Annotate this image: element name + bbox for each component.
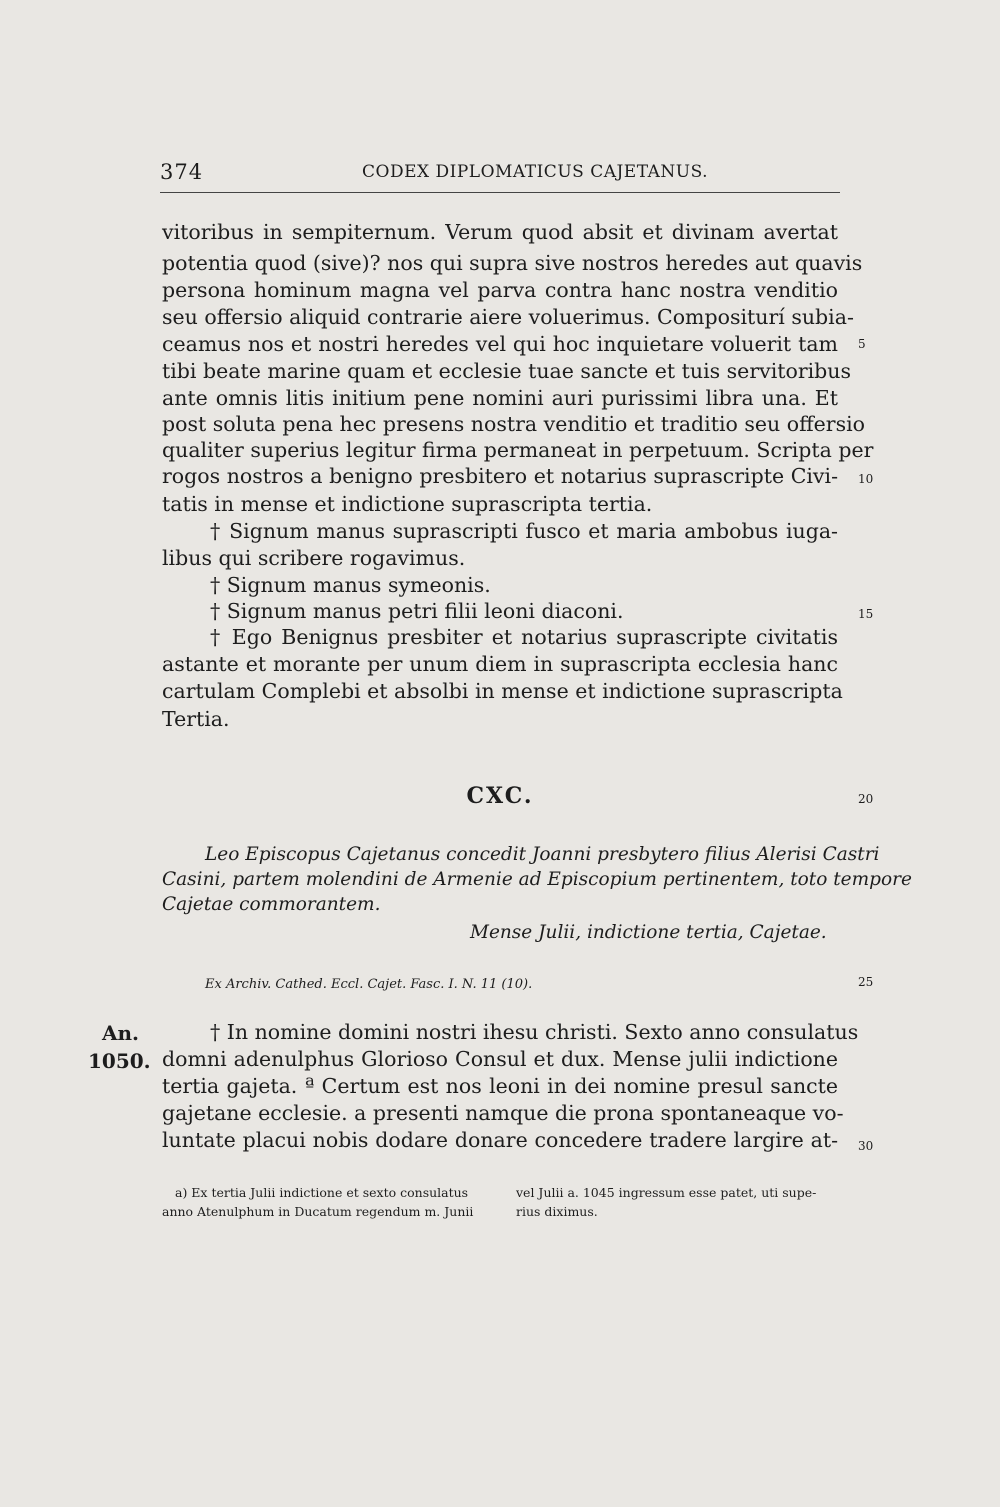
document-line: † In nomine domini nostri ihesu christi. Sexto anno consulatus <box>210 1020 859 1044</box>
dating-line: Mense Julii, indictione tertia, Cajetae. <box>470 922 827 943</box>
body-line: † Ego Benignus presbiter et notarius suprascripte civitatis <box>210 625 838 649</box>
footnote-line: rius diximus. <box>516 1204 598 1219</box>
line-number: 10 <box>858 472 874 486</box>
document-line: domni adenulphus Glorioso Consul et dux. Mense julii indictione <box>162 1047 838 1071</box>
body-line: persona hominum magna vel parva contra hanc nostra venditio <box>162 278 838 302</box>
running-title: CODEX DIPLOMATICUS CAJETANUS. <box>362 162 709 182</box>
body-line: † Signum manus symeonis. <box>210 573 491 597</box>
header-rule <box>160 192 840 193</box>
margin-year-value: 1050. <box>88 1049 151 1073</box>
footnote-line: anno Atenulphum in Ducatum regendum m. Junii <box>162 1204 474 1219</box>
body-line: qualiter superius legitur firma permaneat in perpetuum. Scripta per <box>162 438 874 462</box>
line-number: 30 <box>858 1139 874 1153</box>
summary-line: Casini, partem molendini de Armenie ad Episcopium pertinentem, toto tempore <box>162 869 912 890</box>
body-line: Tertia. <box>162 707 230 731</box>
line-number: 15 <box>858 607 874 621</box>
margin-year-label: An. <box>102 1021 140 1045</box>
body-line: rogos nostros a benigno presbitero et notarius suprascripte Civi- <box>162 464 838 488</box>
body-line: ceamus nos et nostri heredes vel qui hoc inquietare voluerit tam <box>162 332 838 356</box>
body-line: cartulam Complebi et absolbi in mense et indictione suprascripta <box>162 679 843 703</box>
body-line: ante omnis litis initium pene nomini auri purissimi libra una. Et <box>162 386 838 410</box>
body-line: tibi beate marine quam et ecclesie tuae sancte et tuis servitoribus <box>162 359 852 383</box>
page-number: 374 <box>160 160 204 184</box>
summary-line: Leo Episcopus Cajetanus concedit Joanni presbytero filius Alerisi Castri <box>205 844 880 865</box>
body-line: tatis in mense et indictione suprascripta tertia. <box>162 492 653 516</box>
body-line: † Signum manus suprascripti fusco et maria ambobus iuga- <box>210 519 838 543</box>
line-number: 5 <box>858 337 866 351</box>
document-line: luntate placui nobis dodare donare concedere tradere largire at- <box>162 1128 838 1152</box>
summary-line: Cajetae commorantem. <box>162 894 381 915</box>
document-number: CXC. <box>466 783 534 809</box>
line-number: 20 <box>858 792 874 806</box>
document-line: tertia gajeta. ª Certum est nos leoni in dei nomine presul sancte <box>162 1074 838 1098</box>
body-line: potentia quod (sive)? nos qui supra sive nostros heredes aut quavis <box>162 251 863 275</box>
line-number: 25 <box>858 975 874 989</box>
footnote-line: a) Ex tertia Julii indictione et sexto consulatus <box>175 1185 469 1200</box>
body-line: post soluta pena hec presens nostra venditio et traditio seu offersio <box>162 412 866 436</box>
body-line: libus qui scribere rogavimus. <box>162 546 466 570</box>
document-line: gajetane ecclesie. a presenti namque die prona spontaneaque vo- <box>162 1101 844 1125</box>
body-line: astante et morante per unum diem in suprascripta ecclesia hanc <box>162 652 838 676</box>
source-reference: Ex Archiv. Cathed. Eccl. Cajet. Fasc. I. N. 11 (10). <box>205 977 533 992</box>
footnote-line: vel Julii a. 1045 ingressum esse patet, uti supe- <box>516 1185 817 1200</box>
body-line: seu offersio aliquid contrarie aiere voluerimus. Compositurí subia- <box>162 305 854 329</box>
body-line: † Signum manus petri filii leoni diaconi. <box>210 599 624 623</box>
body-line: vitoribus in sempiternum. Verum quod absit et divinam avertat <box>162 220 838 244</box>
